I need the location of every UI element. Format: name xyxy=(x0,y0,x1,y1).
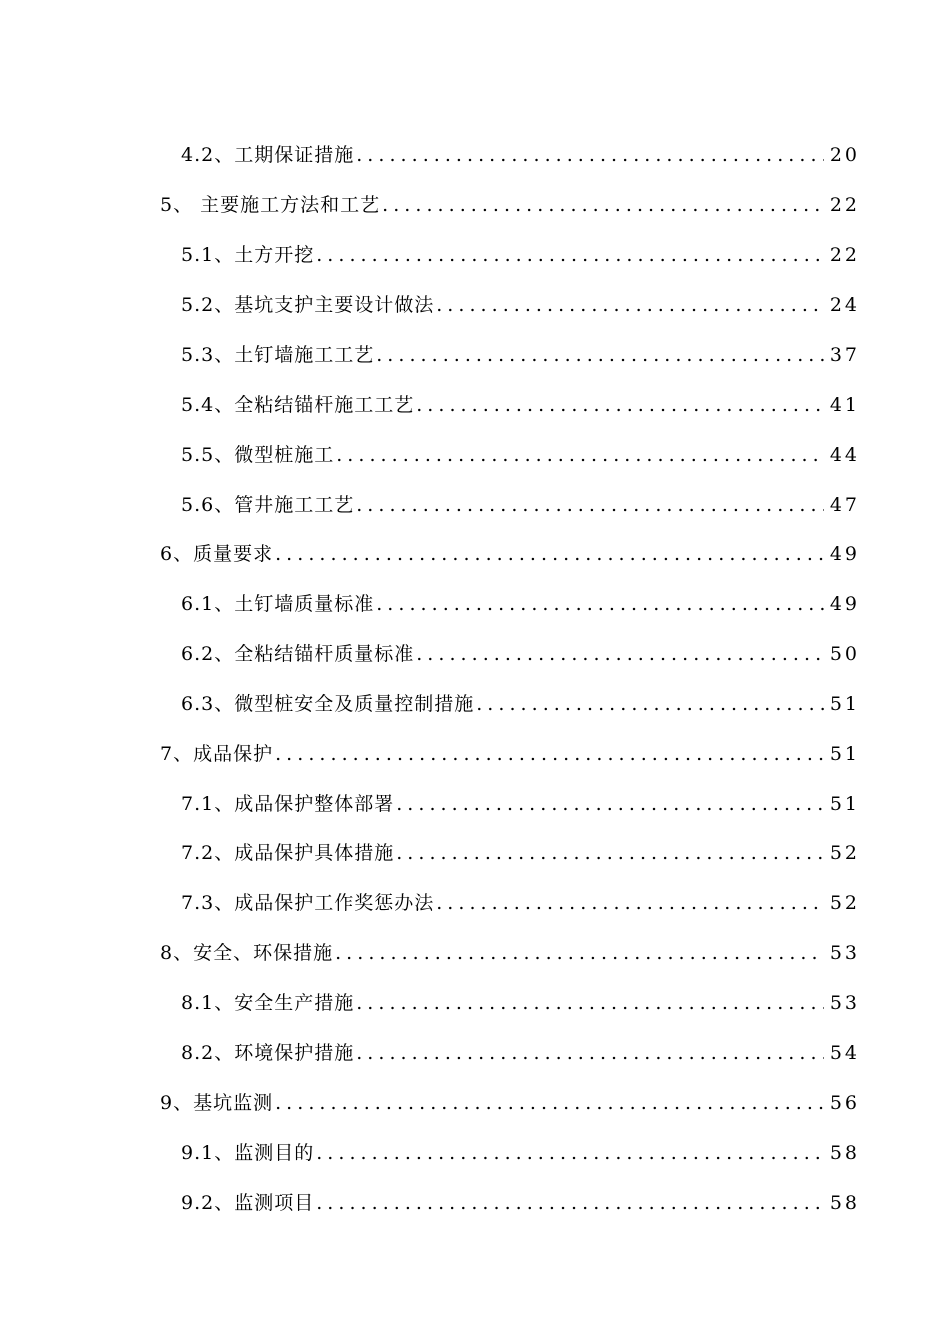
toc-entry-label: 4.2、工期保证措施 xyxy=(181,144,355,166)
toc-entry[interactable] xyxy=(160,186,860,216)
toc-entry-page-number: 24 xyxy=(829,294,860,316)
toc-entry-label: 5.3、土钉墙施工工艺 xyxy=(181,344,375,366)
toc-entry[interactable] xyxy=(160,535,860,565)
toc-entry-page-number: 54 xyxy=(829,1042,860,1064)
toc-dot-leader xyxy=(436,294,824,316)
toc-entry-label: 5.4、全粘结锚杆施工工艺 xyxy=(181,394,415,416)
toc-entry-page-number: 50 xyxy=(829,643,860,665)
toc-entry-label: 5.2、基坑支护主要设计做法 xyxy=(181,294,435,316)
toc-dot-leader xyxy=(275,1092,824,1114)
toc-entry[interactable] xyxy=(181,236,860,266)
toc-entry-page-number: 47 xyxy=(829,494,860,516)
toc-entry-page-number: 49 xyxy=(829,593,860,615)
toc-entry[interactable] xyxy=(181,136,860,166)
toc-dot-leader xyxy=(335,942,824,964)
toc-entry[interactable] xyxy=(181,386,860,416)
toc-entry[interactable] xyxy=(181,834,860,864)
toc-entry-page-number: 58 xyxy=(829,1142,860,1164)
toc-dot-leader xyxy=(316,1142,824,1164)
toc-entry[interactable] xyxy=(181,984,860,1014)
toc-entry-page-number: 52 xyxy=(829,892,860,914)
toc-entry-label: 9.1、监测目的 xyxy=(181,1142,315,1164)
toc-entry-label: 5、 主要施工方法和工艺 xyxy=(160,194,381,216)
toc-dot-leader xyxy=(416,643,824,665)
toc-entry-page-number: 53 xyxy=(829,942,860,964)
toc-dot-leader xyxy=(316,244,824,266)
toc-entry[interactable] xyxy=(181,286,860,316)
toc-entry-page-number: 58 xyxy=(829,1192,860,1214)
toc-entry-page-number: 37 xyxy=(829,344,860,366)
toc-entry-label: 7.2、成品保护具体措施 xyxy=(181,842,395,864)
toc-entry-label: 5.6、管井施工工艺 xyxy=(181,494,355,516)
toc-dot-leader xyxy=(275,543,824,565)
toc-entry-page-number: 20 xyxy=(829,144,860,166)
toc-entry-label: 7、成品保护 xyxy=(160,743,274,765)
toc-entry-page-number: 22 xyxy=(829,244,860,266)
toc-dot-leader xyxy=(356,992,824,1014)
toc-dot-leader xyxy=(436,892,824,914)
toc-entry-label: 6.1、土钉墙质量标准 xyxy=(181,593,375,615)
toc-entry[interactable] xyxy=(181,1034,860,1064)
toc-dot-leader xyxy=(356,144,824,166)
toc-entry-page-number: 51 xyxy=(829,793,860,815)
toc-dot-leader xyxy=(382,194,824,216)
toc-entry[interactable] xyxy=(181,436,860,466)
toc-dot-leader xyxy=(316,1192,824,1214)
toc-entry-label: 5.5、微型桩施工 xyxy=(181,444,335,466)
toc-entry-page-number: 44 xyxy=(829,444,860,466)
toc-entry-page-number: 51 xyxy=(829,743,860,765)
toc-entry-label: 8.1、安全生产措施 xyxy=(181,992,355,1014)
toc-entry[interactable] xyxy=(181,685,860,715)
toc-entry-label: 6、质量要求 xyxy=(160,543,274,565)
toc-dot-leader xyxy=(336,444,824,466)
toc-entry-label: 7.1、成品保护整体部署 xyxy=(181,793,395,815)
toc-entry-page-number: 49 xyxy=(829,543,860,565)
toc-entry-page-number: 56 xyxy=(829,1092,860,1114)
toc-entry-label: 8、安全、环保措施 xyxy=(160,942,334,964)
toc-dot-leader xyxy=(396,793,824,815)
toc-dot-leader xyxy=(416,394,824,416)
toc-entry-label: 5.1、土方开挖 xyxy=(181,244,315,266)
toc-entry[interactable] xyxy=(181,1134,860,1164)
toc-entry-label: 6.2、全粘结锚杆质量标准 xyxy=(181,643,415,665)
toc-entry[interactable] xyxy=(160,934,860,964)
toc-entry-page-number: 52 xyxy=(829,842,860,864)
toc-entry[interactable] xyxy=(181,1184,860,1214)
toc-dot-leader xyxy=(376,593,824,615)
toc-entry[interactable] xyxy=(160,735,860,765)
toc-entry[interactable] xyxy=(181,884,860,914)
toc-entry[interactable] xyxy=(181,785,860,815)
toc-entry-page-number: 22 xyxy=(829,194,860,216)
toc-entry[interactable] xyxy=(181,585,860,615)
toc-entry-label: 8.2、环境保护措施 xyxy=(181,1042,355,1064)
toc-entry-label: 9.2、监测项目 xyxy=(181,1192,315,1214)
toc-entry-label: 7.3、成品保护工作奖惩办法 xyxy=(181,892,435,914)
toc-dot-leader xyxy=(275,743,824,765)
toc-entry[interactable] xyxy=(181,486,860,516)
toc-entry[interactable] xyxy=(181,336,860,366)
toc-entry-page-number: 41 xyxy=(829,394,860,416)
toc-entry[interactable] xyxy=(160,1084,860,1114)
toc-dot-leader xyxy=(476,693,824,715)
toc-entry-page-number: 53 xyxy=(829,992,860,1014)
toc-dot-leader xyxy=(376,344,824,366)
toc-entry[interactable] xyxy=(181,635,860,665)
toc-dot-leader xyxy=(356,1042,824,1064)
toc-dot-leader xyxy=(356,494,824,516)
toc-dot-leader xyxy=(396,842,824,864)
toc-entry-label: 6.3、微型桩安全及质量控制措施 xyxy=(181,693,475,715)
toc-entry-page-number: 51 xyxy=(829,693,860,715)
toc-entry-label: 9、基坑监测 xyxy=(160,1092,274,1114)
